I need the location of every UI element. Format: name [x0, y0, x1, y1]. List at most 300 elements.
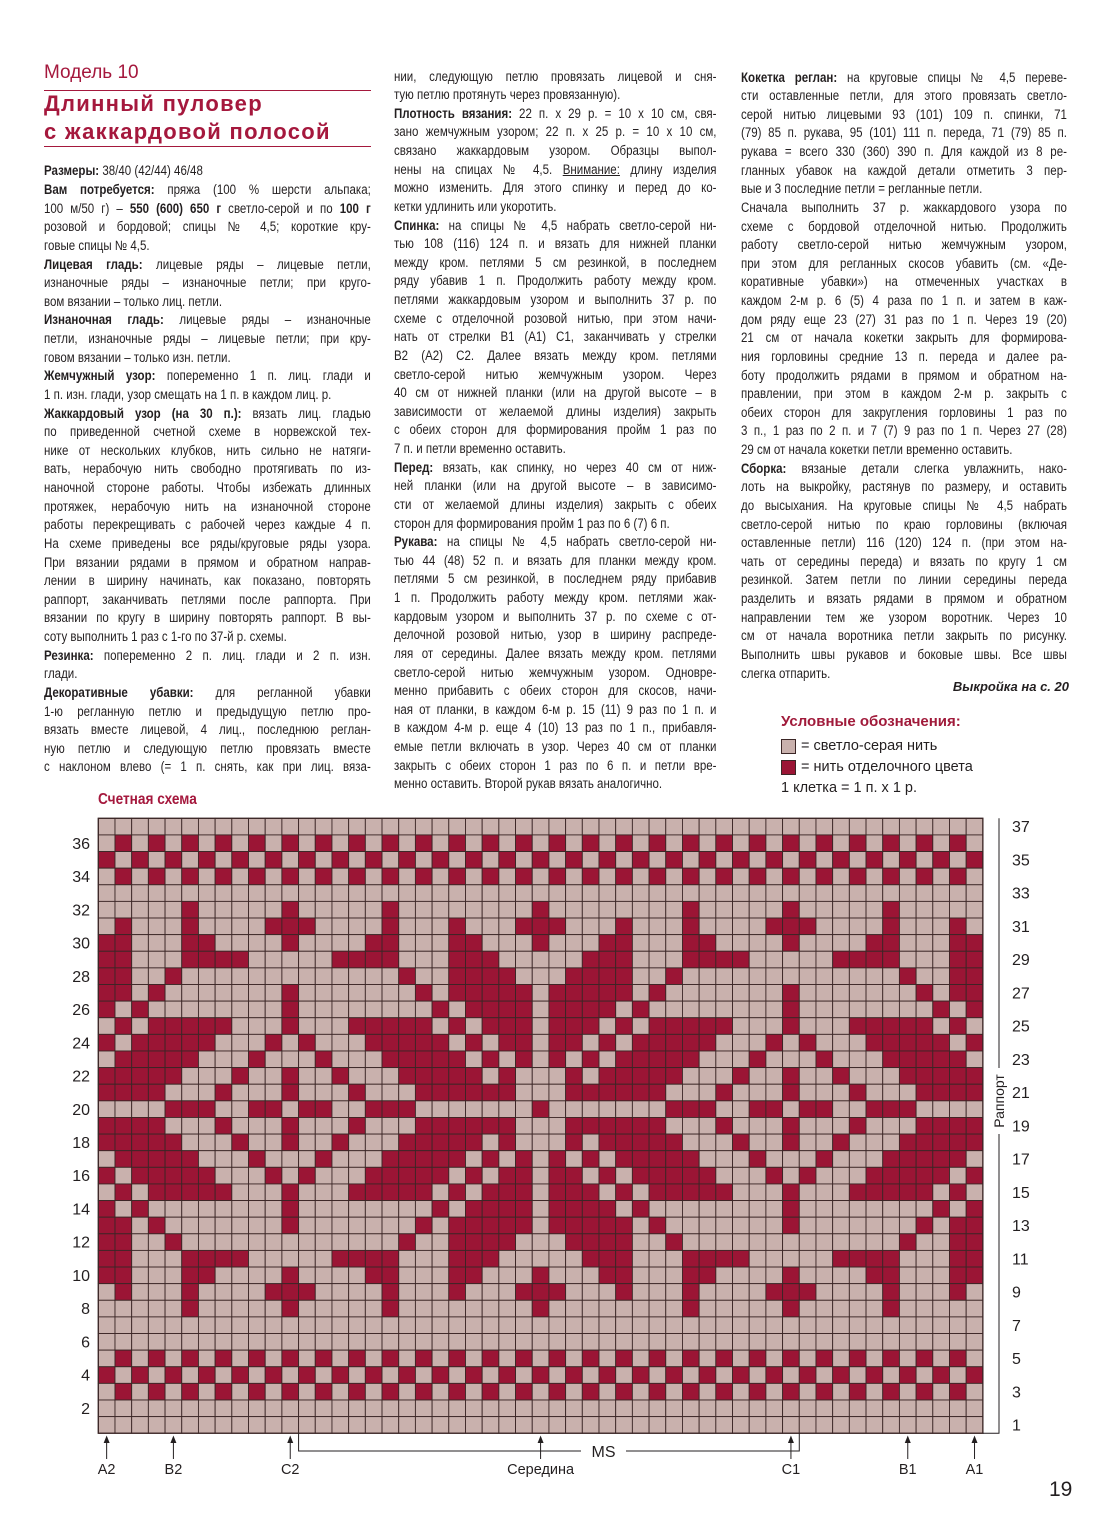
chart-cell-main — [115, 1201, 132, 1218]
chart-cell-main — [766, 1217, 783, 1234]
chart-cell-main — [165, 1350, 182, 1367]
chart-cell-main — [949, 1300, 966, 1317]
chart-cell-main — [365, 1117, 382, 1134]
chart-cell-main — [849, 1201, 866, 1218]
chart-cell-contrast — [766, 918, 783, 935]
chart-cell-main — [833, 885, 850, 902]
chart-cell-main — [115, 1001, 132, 1018]
chart-cell-contrast — [198, 935, 215, 952]
chart-cell-main — [649, 918, 666, 935]
chart-cell-main — [883, 1084, 900, 1101]
chart-cell-contrast — [365, 951, 382, 968]
chart-cell-main — [566, 901, 583, 918]
chart-cell-contrast — [449, 968, 466, 985]
chart-cell-main — [733, 968, 750, 985]
chart-cell-contrast — [933, 852, 950, 869]
text-column-left — [44, 162, 371, 777]
chart-cell-main — [733, 1383, 750, 1400]
chart-cell-contrast — [232, 852, 249, 869]
text-line: боту продолжить рядами в прямом и обратном на- — [741, 367, 1067, 383]
chart-cell-main — [232, 1034, 249, 1051]
chart-cell-main — [349, 1400, 366, 1417]
chart-cell-main — [282, 1051, 299, 1068]
chart-cell-main — [349, 968, 366, 985]
chart-cell-main — [249, 968, 266, 985]
chart-cell-contrast — [849, 1383, 866, 1400]
chart-cell-contrast — [916, 1068, 933, 1085]
chart-cell-contrast — [783, 1134, 800, 1151]
chart-cell-main — [916, 901, 933, 918]
chart-cell-main — [249, 852, 266, 869]
chart-cell-main — [98, 1151, 115, 1168]
chart-cell-contrast — [682, 1267, 699, 1284]
chart-cell-main — [315, 1300, 332, 1317]
chart-cell-contrast — [649, 1383, 666, 1400]
chart-cell-contrast — [332, 852, 349, 869]
chart-cell-main — [866, 1068, 883, 1085]
chart-cell-main — [499, 1400, 516, 1417]
chart-cell-contrast — [165, 1068, 182, 1085]
chart-cell-main — [716, 1300, 733, 1317]
chart-cell-main — [449, 1101, 466, 1118]
chart-cell-contrast — [933, 1117, 950, 1134]
chart-cell-contrast — [499, 1234, 516, 1251]
chart-cell-contrast — [883, 835, 900, 852]
chart-cell-contrast — [432, 1134, 449, 1151]
chart-cell-main — [733, 1400, 750, 1417]
chart-cell-main — [833, 1350, 850, 1367]
chart-cell-main — [432, 985, 449, 1002]
chart-cell-main — [332, 1084, 349, 1101]
chart-cell-contrast — [532, 1300, 549, 1317]
chart-cell-main — [165, 1217, 182, 1234]
chart-cell-main — [783, 1334, 800, 1351]
chart-cell-main — [733, 1217, 750, 1234]
column-marker — [507, 1436, 575, 1479]
chart-cell-main — [716, 935, 733, 952]
chart-cell-contrast — [516, 1018, 533, 1035]
chart-cell-contrast — [582, 1350, 599, 1367]
row-label-left: 18 — [72, 1134, 90, 1152]
chart-cell-main — [616, 885, 633, 902]
chart-cell-main — [215, 1051, 232, 1068]
chart-cell-main — [933, 901, 950, 918]
chart-cell-contrast — [883, 1383, 900, 1400]
row-label-right: 7 — [1012, 1317, 1021, 1335]
chart-cell-main — [299, 1300, 316, 1317]
text-line: разделить и вязать рядами в прямом и обратном — [741, 591, 1067, 606]
chart-cell-main — [849, 1167, 866, 1184]
chart-cell-main — [332, 885, 349, 902]
chart-cell-main — [232, 1001, 249, 1018]
chart-cell-main — [299, 1151, 316, 1168]
chart-cell-contrast — [949, 918, 966, 935]
chart-cell-contrast — [282, 1184, 299, 1201]
row-label-left: 22 — [72, 1068, 90, 1086]
chart-cell-contrast — [399, 1184, 416, 1201]
chart-cell-main — [799, 1117, 816, 1134]
chart-cell-main — [816, 1267, 833, 1284]
chart-cell-contrast — [716, 1084, 733, 1101]
chart-cell-main — [749, 918, 766, 935]
chart-cell-main — [249, 1184, 266, 1201]
chart-cell-contrast — [966, 1117, 983, 1134]
chart-cell-main — [799, 1001, 816, 1018]
chart-cell-main — [699, 818, 716, 835]
chart-cell-main — [148, 968, 165, 985]
chart-cell-main — [666, 1201, 683, 1218]
chart-cell-main — [299, 1400, 316, 1417]
chart-cell-main — [816, 1417, 833, 1434]
chart-cell-contrast — [115, 1184, 132, 1201]
chart-cell-contrast — [916, 1134, 933, 1151]
chart-cell-main — [849, 818, 866, 835]
text-line: При вязании рядами в прямом и обратном направ- — [44, 554, 371, 570]
chart-cell-contrast — [499, 1034, 516, 1051]
chart-cell-contrast — [933, 1068, 950, 1085]
chart-cell-contrast — [465, 1217, 482, 1234]
chart-cell-contrast — [949, 1117, 966, 1134]
chart-cell-main — [733, 1267, 750, 1284]
chart-cell-main — [332, 1167, 349, 1184]
chart-cell-main — [332, 1383, 349, 1400]
chart-cell-main — [649, 1101, 666, 1118]
chart-cell-main — [833, 868, 850, 885]
chart-cell-contrast — [766, 1284, 783, 1301]
chart-cell-main — [415, 918, 432, 935]
chart-cell-main — [649, 901, 666, 918]
chart-cell-contrast — [198, 852, 215, 869]
text-line: связано жаккардовым узором. Образцы выпол- — [394, 143, 717, 158]
chart-cell-main — [866, 1001, 883, 1018]
chart-cell-main — [916, 1201, 933, 1218]
chart-cell-main — [549, 1267, 566, 1284]
chart-cell-main — [699, 1317, 716, 1334]
chart-cell-contrast — [783, 918, 800, 935]
chart-cell-main — [766, 1417, 783, 1434]
chart-cell-main — [265, 835, 282, 852]
chart-cell-contrast — [616, 1184, 633, 1201]
chart-cell-main — [282, 1367, 299, 1384]
chart-cell-contrast — [399, 1234, 416, 1251]
chart-cell-main — [632, 935, 649, 952]
chart-cell-contrast — [315, 868, 332, 885]
chart-cell-main — [816, 951, 833, 968]
chart-cell-main — [182, 1317, 199, 1334]
chart-cell-main — [415, 968, 432, 985]
chart-cell-contrast — [682, 868, 699, 885]
chart-cell-main — [766, 951, 783, 968]
chart-cell-contrast — [115, 1151, 132, 1168]
chart-cell-main — [632, 1234, 649, 1251]
chart-cell-main — [616, 1334, 633, 1351]
chart-cell-main — [299, 1184, 316, 1201]
chart-cell-main — [332, 1051, 349, 1068]
chart-cell-contrast — [599, 951, 616, 968]
chart-cell-main — [198, 1300, 215, 1317]
chart-cell-main — [849, 968, 866, 985]
chart-cell-main — [182, 1234, 199, 1251]
chart-cell-contrast — [516, 918, 533, 935]
chart-cell-contrast — [282, 1267, 299, 1284]
chart-cell-main — [849, 935, 866, 952]
chart-cell-contrast — [516, 1201, 533, 1218]
chart-cell-main — [282, 1317, 299, 1334]
chart-cell-main — [315, 985, 332, 1002]
chart-cell-main — [699, 985, 716, 1002]
chart-cell-contrast — [382, 1383, 399, 1400]
text-line: На схеме приведены все ряды/круговые ряды узора. — [44, 535, 371, 551]
text-line: 7 п. и петли временно оставить. — [394, 441, 566, 456]
chart-cell-main — [332, 1117, 349, 1134]
text-line: коративные убавки») на отмеченных участках в — [741, 274, 1067, 290]
chart-cell-main — [816, 885, 833, 902]
chart-cell-main — [532, 1034, 549, 1051]
chart-cell-main — [165, 885, 182, 902]
chart-cell-main — [849, 1151, 866, 1168]
chart-cell-contrast — [966, 1217, 983, 1234]
marker-label: A2 — [97, 1462, 116, 1478]
chart-cell-main — [699, 1417, 716, 1434]
text-line: 1-ю регланную петлю и предыдущую петлю про- — [44, 703, 371, 719]
chart-cell-main — [115, 1300, 132, 1317]
chart-cell-main — [215, 1151, 232, 1168]
chart-cell-main — [315, 935, 332, 952]
chart-cell-main — [532, 1134, 549, 1151]
text-line: лоть на выкройку, растянув по размеру, и оставить — [741, 479, 1067, 495]
chart-cell-contrast — [132, 1034, 149, 1051]
chart-cell-main — [966, 835, 983, 852]
text-line: вом вязании – только лиц. петли. — [44, 293, 223, 309]
chart-cell-contrast — [165, 1234, 182, 1251]
chart-cell-main — [499, 901, 516, 918]
chart-cell-main — [666, 1300, 683, 1317]
chart-cell-contrast — [415, 835, 432, 852]
chart-cell-main — [148, 852, 165, 869]
chart-cell-main — [299, 1417, 316, 1434]
chart-cell-main — [98, 1400, 115, 1417]
chart-cell-contrast — [132, 1117, 149, 1134]
chart-cell-contrast — [699, 1101, 716, 1118]
chart-cell-contrast — [215, 1250, 232, 1267]
chart-cell-main — [866, 1117, 883, 1134]
chart-cell-main — [282, 1101, 299, 1118]
chart-cell-main — [516, 818, 533, 835]
chart-cell-contrast — [432, 1068, 449, 1085]
chart-cell-main — [349, 1151, 366, 1168]
arrow-up-icon — [538, 1436, 544, 1444]
chart-cell-main — [632, 885, 649, 902]
chart-cell-contrast — [833, 1367, 850, 1384]
chart-cell-contrast — [899, 1234, 916, 1251]
chart-cell-main — [499, 918, 516, 935]
chart-cell-main — [365, 918, 382, 935]
chart-cell-main — [215, 1217, 232, 1234]
chart-cell-contrast — [699, 1184, 716, 1201]
chart-cell-contrast — [966, 1250, 983, 1267]
chart-cell-main — [632, 1383, 649, 1400]
row-label-left: 34 — [72, 869, 90, 887]
chart-cell-main — [866, 918, 883, 935]
chart-cell-main — [282, 1151, 299, 1168]
chart-cell-contrast — [499, 1167, 516, 1184]
chart-cell-main — [716, 1217, 733, 1234]
chart-cell-main — [215, 968, 232, 985]
chart-cell-main — [799, 935, 816, 952]
row-label-right: 17 — [1012, 1151, 1030, 1169]
chart-cell-contrast — [599, 1217, 616, 1234]
chart-cell-contrast — [148, 835, 165, 852]
chart-cell-main — [616, 1167, 633, 1184]
chart-cell-contrast — [98, 1068, 115, 1085]
chart-cell-contrast — [666, 1018, 683, 1035]
text-line: менно прибавить с обеих сторон для скосов, начи- — [394, 683, 717, 699]
chart-cell-contrast — [783, 1284, 800, 1301]
chart-cell-main — [449, 852, 466, 869]
paragraph-first-line: Перед: вязать, как спинку, но через 40 см от ниж- — [394, 459, 717, 475]
chart-cell-main — [899, 1300, 916, 1317]
chart-cell-main — [115, 1101, 132, 1118]
chart-cell-contrast — [165, 968, 182, 985]
chart-cell-main — [198, 1134, 215, 1151]
chart-cell-contrast — [783, 1350, 800, 1367]
chart-cell-main — [649, 935, 666, 952]
chart-cell-contrast — [465, 1001, 482, 1018]
chart-cell-contrast — [349, 1250, 366, 1267]
chart-cell-main — [349, 1367, 366, 1384]
chart-cell-main — [616, 1001, 633, 1018]
chart-cell-main — [966, 868, 983, 885]
chart-cell-main — [499, 868, 516, 885]
chart-cell-main — [766, 818, 783, 835]
text-line: вые и 3 последние петли = регланные петли. — [741, 181, 983, 197]
chart-cell-main — [933, 968, 950, 985]
chart-cell-contrast — [382, 1284, 399, 1301]
chart-cell-main — [349, 852, 366, 869]
chart-cell-contrast — [582, 835, 599, 852]
chart-cell-main — [265, 1051, 282, 1068]
chart-cell-main — [649, 1400, 666, 1417]
chart-cell-main — [532, 1201, 549, 1218]
chart-cell-main — [916, 951, 933, 968]
chart-cell-contrast — [566, 1167, 583, 1184]
text-line: при этом для регланных скосов убавить (см. «Де- — [741, 255, 1067, 271]
chart-cell-main — [616, 1417, 633, 1434]
text-line: оставленные петли) 116 (120) 124 п. (при этом на- — [741, 535, 1067, 551]
chart-cell-contrast — [616, 1134, 633, 1151]
chart-cell-contrast — [415, 1217, 432, 1234]
text-line: ную петлю и следующую петлю провязать вместе — [44, 740, 371, 756]
chart-cell-main — [716, 1284, 733, 1301]
chart-cell-contrast — [582, 951, 599, 968]
chart-cell-main — [299, 1383, 316, 1400]
chart-cell-contrast — [282, 935, 299, 952]
chart-cell-main — [198, 835, 215, 852]
chart-cell-contrast — [849, 868, 866, 885]
chart-cell-main — [132, 1334, 149, 1351]
chart-cell-main — [399, 901, 416, 918]
chart-cell-main — [365, 1317, 382, 1334]
chart-cell-contrast — [499, 1018, 516, 1035]
chart-cell-contrast — [649, 1117, 666, 1134]
chart-cell-main — [232, 1217, 249, 1234]
chart-cell-main — [232, 1417, 249, 1434]
chart-cell-contrast — [582, 1051, 599, 1068]
chart-cell-contrast — [966, 1084, 983, 1101]
chart-cell-contrast — [299, 1167, 316, 1184]
chart-cell-main — [499, 1417, 516, 1434]
chart-cell-contrast — [232, 951, 249, 968]
chart-cell-main — [465, 835, 482, 852]
chart-cell-main — [499, 935, 516, 952]
chart-cell-contrast — [566, 1234, 583, 1251]
chart-cell-main — [365, 1234, 382, 1251]
chart-cell-contrast — [182, 1151, 199, 1168]
row-label-right: 19 — [1012, 1118, 1030, 1136]
text-line: закрыть с обеих сторон 1 раз по 6 п. и петли вре- — [394, 757, 717, 773]
chart-cell-contrast — [549, 835, 566, 852]
chart-cell-main — [566, 1383, 583, 1400]
chart-cell-main — [733, 818, 750, 835]
chart-cell-main — [315, 1201, 332, 1218]
chart-cell-main — [499, 1300, 516, 1317]
chart-cell-contrast — [616, 1267, 633, 1284]
chart-cell-main — [249, 1417, 266, 1434]
chart-cell-main — [883, 968, 900, 985]
chart-cell-contrast — [449, 1234, 466, 1251]
chart-cell-main — [299, 951, 316, 968]
chart-cell-contrast — [716, 1350, 733, 1367]
chart-cell-main — [699, 1117, 716, 1134]
marker-label: A1 — [965, 1462, 984, 1478]
chart-cell-main — [766, 1018, 783, 1035]
chart-cell-main — [249, 1367, 266, 1384]
text-line: (79) 85 п. рукава, 95 (101) 111 п. переда, 71 (79) 85 п. — [741, 125, 1067, 141]
chart-cell-contrast — [482, 1201, 499, 1218]
chart-cell-main — [599, 818, 616, 835]
chart-cell-main — [499, 1250, 516, 1267]
chart-cell-main — [966, 1101, 983, 1118]
chart-cell-contrast — [465, 1367, 482, 1384]
chart-cell-main — [549, 1234, 566, 1251]
chart-cell-main — [132, 885, 149, 902]
chart-cell-contrast — [616, 1068, 633, 1085]
chart-cell-main — [449, 1317, 466, 1334]
chart-cell-contrast — [132, 1167, 149, 1184]
row-label-left: 30 — [72, 935, 90, 953]
chart-cell-contrast — [382, 1101, 399, 1118]
chart-cell-main — [833, 1383, 850, 1400]
chart-cell-main — [232, 1151, 249, 1168]
row-label-right: 3 — [1012, 1384, 1021, 1402]
chart-cell-contrast — [182, 1051, 199, 1068]
chart-cell-main — [365, 1350, 382, 1367]
chart-cell-main — [215, 1367, 232, 1384]
chart-cell-contrast — [866, 852, 883, 869]
chart-cell-main — [465, 868, 482, 885]
chart-cell-main — [165, 835, 182, 852]
chart-cell-main — [666, 1383, 683, 1400]
chart-cell-main — [215, 1101, 232, 1118]
chart-cell-contrast — [916, 985, 933, 1002]
chart-cell-main — [215, 1068, 232, 1085]
chart-cell-contrast — [382, 935, 399, 952]
chart-cell-main — [432, 935, 449, 952]
chart-cell-main — [315, 1284, 332, 1301]
chart-cell-contrast — [499, 1001, 516, 1018]
chart-cell-main — [399, 1201, 416, 1218]
chart-cell-main — [833, 985, 850, 1002]
